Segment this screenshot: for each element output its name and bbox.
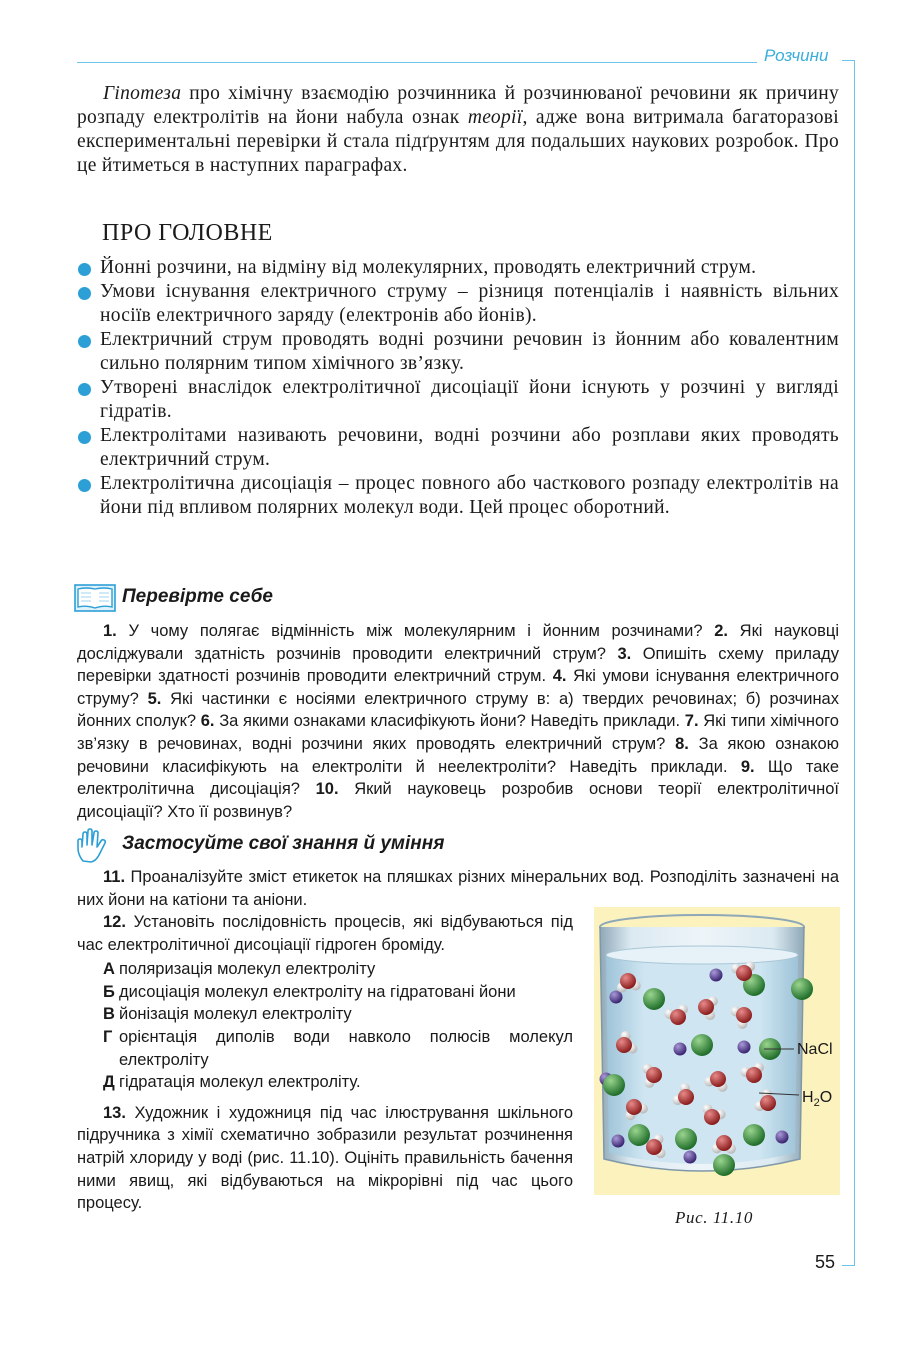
question-number: 11. (103, 868, 126, 886)
oxygen-atom (616, 1037, 632, 1053)
summary-heading: ПРО ГОЛОВНЕ (102, 220, 273, 246)
question-text: Які типи хімічного зв’язку в речовинах, водні розчини яких проводять електричний струм? (77, 712, 839, 753)
question-text: Проаналізуйте зміст етикеток на пляшках різних мінеральних вод. Розподіліть зазначені на них йони на катіони та аніони. (77, 868, 839, 909)
bullet-dot-icon (78, 263, 91, 276)
sodium-ion (684, 1151, 697, 1164)
oxygen-atom (746, 1067, 762, 1083)
answer-options (77, 958, 573, 1094)
header-tick (842, 60, 854, 61)
question-text: Який науковець розробив основи теорії електролітичної дисоціації? Хто її розвинув? (77, 780, 839, 821)
summary-item-text: Умови існування електричного струму – різниця потенціалів і наявність вільних носіїв електричного заряду (електронів або йонів). (100, 281, 839, 326)
intro-text-1: про хімічну взаємодію розчинника й розчинюваної речовини як причину розпаду електролітів на йони набула ознак (77, 83, 839, 128)
oxygen-atom (620, 973, 636, 989)
oxygen-atom (646, 1067, 662, 1083)
check-heading: Перевірте себе (122, 586, 273, 607)
oxygen-atom (678, 1089, 694, 1105)
bullet-dot-icon (78, 335, 91, 348)
question-number: 10. (315, 780, 339, 799)
margin-rule (854, 60, 855, 1266)
answer-option (77, 1071, 573, 1094)
h2o-label-h: H (802, 1089, 814, 1106)
beaker-figure (594, 907, 840, 1195)
h2o-label-sub: 2 (813, 1097, 820, 1109)
question-number: 6. (200, 712, 215, 731)
summary-list (77, 256, 839, 520)
question-text: Що таке електролітична дисоціація? (77, 757, 839, 799)
option-text: орієнтація диполів води навколо полюсів молекул електроліту (119, 1027, 573, 1069)
option-text: дисоціація молекул електроліту на гідратовані йони (119, 982, 516, 1001)
question-number: 5. (147, 689, 162, 708)
summary-item (77, 280, 839, 328)
bullet-dot-icon (78, 431, 91, 444)
beaker-illustration (594, 907, 840, 1195)
oxygen-atom (646, 1139, 662, 1155)
option-letter: Д (103, 1073, 115, 1092)
oxygen-atom (736, 1007, 752, 1023)
summary-item (77, 424, 839, 472)
oxygen-atom (736, 965, 752, 981)
sodium-ion (738, 1041, 751, 1054)
chloride-ion (628, 1124, 650, 1146)
summary-item-text: Утворені внаслідок електролітичної дисоціації йони існують у розчині у вигляді гідратів. (100, 377, 839, 422)
chloride-ion (791, 978, 813, 1000)
intro-paragraph (77, 82, 839, 178)
page-number-tick (842, 1265, 854, 1266)
oxygen-atom (670, 1009, 686, 1025)
oxygen-atom (716, 1135, 732, 1151)
sodium-ion (710, 969, 723, 982)
question-number: 12. (103, 913, 126, 931)
question-text: Які науковці досліджували здатність розчинів проводити електричний струм? (77, 622, 839, 663)
summary-item (77, 328, 839, 376)
answer-option (77, 981, 573, 1004)
intro-text-2: , адже вона витримала багаторазові експериментальні перевірки й стала підґрунтям для подальших наукових розробок. Про це йтиметься в наступних параграфах. (77, 107, 839, 176)
sodium-ion (612, 1135, 625, 1148)
bullet-dot-icon (78, 383, 91, 396)
h2o-label-o: O (819, 1089, 833, 1106)
option-letter: А (103, 960, 115, 979)
chloride-ion (691, 1034, 713, 1056)
answer-option (77, 1026, 573, 1071)
chloride-ion (743, 1124, 765, 1146)
summary-item-text: Електролітична дисоціація – процес повного або часткового розпаду електролітів на йони під впливом полярних молекул води. Цей процес оборотний. (100, 473, 839, 518)
bullet-dot-icon (78, 479, 91, 492)
sodium-ion (610, 991, 623, 1004)
oxygen-atom (626, 1099, 642, 1115)
oxygen-atom (704, 1109, 720, 1125)
option-text: поляризація молекул електроліту (119, 960, 376, 979)
question-number: 7. (684, 712, 699, 731)
question-number: 2. (714, 622, 728, 640)
chloride-ion (675, 1128, 697, 1150)
running-header: Розчини (764, 46, 829, 65)
questions-left-column (77, 911, 573, 1215)
page-number: 55 (815, 1252, 836, 1272)
open-book-icon (74, 584, 116, 612)
question-text: У чому полягає відмінність між молекулярним і йонним розчинами? (116, 622, 715, 640)
summary-item-text: Електричний струм проводять водні розчини речовин із йонним або ковалентним сильно полярним типом хімічного зв’язку. (100, 329, 839, 374)
hand-icon (74, 828, 108, 864)
oxygen-atom (760, 1095, 776, 1111)
chloride-ion (603, 1074, 625, 1096)
question-text: Які умови існування електричного струму? (77, 667, 839, 708)
apply-heading: Застосуйте свої знання й уміння (122, 833, 445, 854)
sodium-ion (674, 1043, 687, 1056)
question-number: 4. (552, 667, 567, 686)
summary-item (77, 256, 839, 280)
answer-option (77, 1003, 573, 1026)
summary-item (77, 376, 839, 424)
question-text: Художник і художниця під час ілюстрування шкільного підручника з хімії схематично зобразили результат розчинення натрій хлориду у воді (рис. 11.10). Оцініть правильність бачення ними явищ, які відбуваються на мікрорівні під час цього процесу. (77, 1103, 573, 1213)
question-text: Опишіть схему приладу перевірки здатності розчинів проводити електричний струм. (77, 644, 839, 686)
option-letter: Г (103, 1027, 113, 1046)
summary-item (77, 472, 839, 520)
sodium-ion (776, 1131, 789, 1144)
question-number: 3. (617, 644, 632, 663)
intro-term-2: теорії (467, 107, 523, 128)
intro-term: Гіпотеза (103, 83, 182, 104)
option-text: йонізація молекул електроліту (119, 1005, 352, 1024)
question-number: 9. (740, 757, 755, 776)
check-questions (77, 620, 839, 823)
question-11 (77, 866, 839, 911)
oxygen-atom (698, 999, 714, 1015)
option-letter: Б (103, 982, 115, 1001)
question-text: Установіть послідовність процесів, які відбуваються під час електролітичної дисоціації гідроген броміду. (77, 913, 573, 954)
summary-item-text: Електролітами називають речовини, водні розчини або розплави яких проводять електричний струм. (100, 425, 839, 470)
figure-caption: Рис. 11.10 (675, 1208, 753, 1227)
h2o-label (802, 1089, 832, 1109)
nacl-label: NaCl (797, 1041, 833, 1058)
question-text: Які частинки є носіями електричного струму в: а) твердих речовинах; б) розчинах йонних сполук? (77, 689, 839, 731)
option-text: гідратація молекул електроліту. (119, 1073, 361, 1092)
question-number: 8. (675, 734, 689, 753)
chloride-ion (643, 988, 665, 1010)
answer-option (77, 958, 573, 981)
oxygen-atom (710, 1071, 726, 1087)
header-rule (77, 62, 757, 63)
bullet-dot-icon (78, 287, 91, 300)
summary-item-text: Йонні розчини, на відміну від молекулярних, проводять електричний струм. (100, 257, 757, 278)
option-letter: В (103, 1005, 115, 1024)
question-text: За якими ознаками класифікують йони? Наведіть приклади. (214, 712, 685, 731)
question-text: За якою ознакою речовини класифікують на електроліти й неелектроліти? Наведіть приклади. (77, 734, 839, 776)
question-number: 1. (103, 622, 117, 640)
question-number: 13. (103, 1103, 126, 1122)
chloride-ion (713, 1154, 735, 1176)
